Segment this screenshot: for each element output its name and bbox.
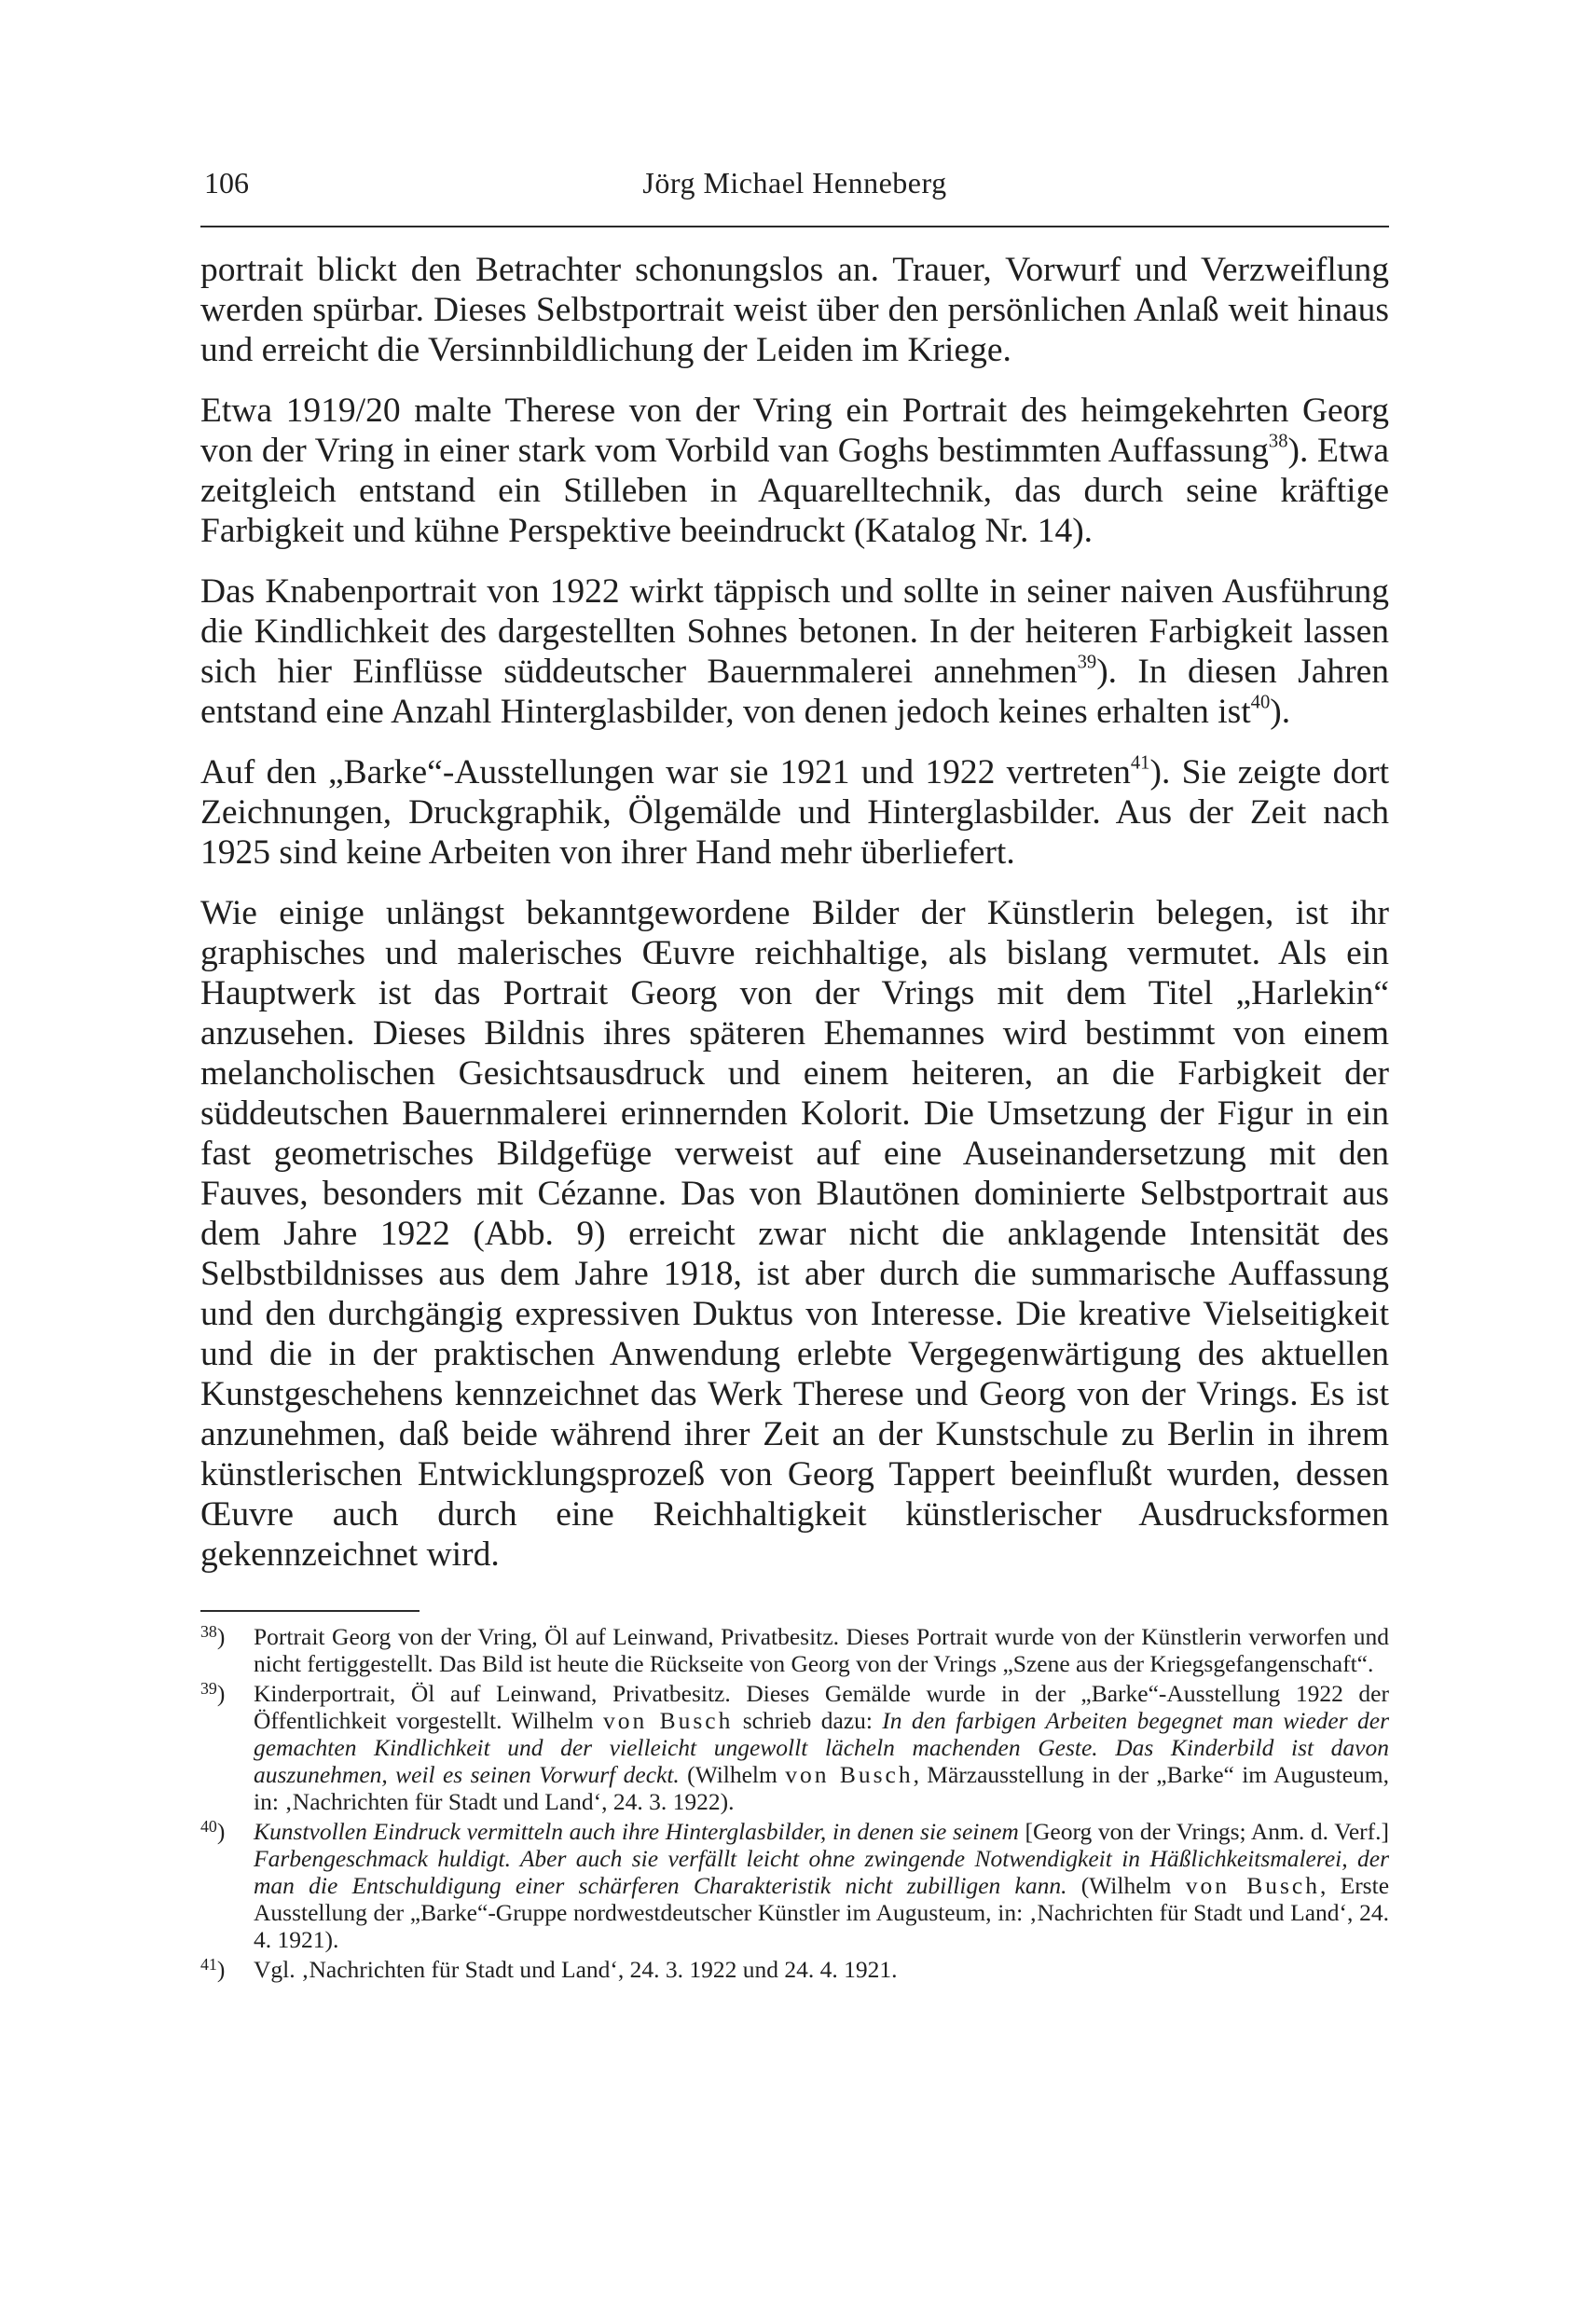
- footnote-number-text: 38: [200, 1621, 217, 1641]
- paragraph-text: ). Etwa zeitgleich entstand ein Stilleben in Aquarelltechnik, das durch seine kräftige Farbigkeit und kühne Perspektive beeindruckt (Katalog Nr. 14).: [200, 432, 1389, 550]
- paragraph-text: ). Sie zeigte dort Zeichnungen, Druckgraphik, Ölgemälde und Hinterglasbilder. Aus der Zeit nach 1925 sind keine Arbeiten von ihrer Hand mehr überliefert.: [200, 753, 1389, 872]
- paragraph: [200, 391, 1389, 551]
- footnote-text: [Georg von der Vrings; Anm. d. Verf.]: [1018, 1818, 1389, 1845]
- footnote: [200, 1818, 1389, 1953]
- footnote-number-text: 40: [200, 1816, 217, 1836]
- running-title: Jörg Michael Henneberg: [642, 166, 947, 200]
- footnote-rule: [200, 1610, 420, 1612]
- quotation: Kunstvollen Eindruck vermitteln auch ihre Hinterglasbilder, in denen sie seinem: [254, 1818, 1019, 1845]
- footnote-ref: 39: [1077, 652, 1097, 673]
- paragraph-text: Auf den „Barke“-Ausstellungen war sie 1921 und 1922 vertreten: [200, 753, 1131, 791]
- footnote-text: (Wilhelm: [679, 1761, 786, 1788]
- footnote: [200, 1680, 1389, 1815]
- footnote: [200, 1956, 1389, 1983]
- author-name: von Busch: [602, 1707, 734, 1734]
- author-name: von Busch: [785, 1761, 914, 1788]
- paragraph: [200, 893, 1389, 1575]
- paragraph-text: Wie einige unlängst bekanntgewordene Bilder der Künstlerin belegen, ist ihr graphisches und malerisches Œuvre reichhaltige, als bislang vermutet. Als ein Hauptwerk ist das Portrait Georg von der Vrings mit dem Titel „Harlekin“ anzusehen. Dieses Bildnis ihres späteren Ehemannes wird bestimmt von einem melancholischen Gesichtsausdruck und einem heiteren, an die Farbigkeit der süddeutschen Bauernmalerei erinnernden Kolorit. Die Umsetzung der Figur in ein fast geometrisches Bildgefüge verweist auf eine Auseinandersetzung mit den Fauves, besonders mit Cézanne. Das von Blautönen dominierte Selbstportrait aus dem Jahre 1922 (Abb. 9) erreicht zwar nicht die anklagende Intensität des Selbstbildnisses aus dem Jahre 1918, ist aber durch die summarische Auffassung und den durchgängig expressiven Duktus von Interesse. Die kreative Vielseitigkeit und die in der praktischen Anwendung erlebte Vergegenwärtigung des aktuellen Kunstgeschehens kennzeichnet das Werk Therese und Georg von der Vrings. Es ist anzunehmen, daß beide während ihrer Zeit an der Kunstschule zu Berlin in ihrem künstlerischen Entwicklungsprozeß von Georg Tappert beeinflußt wurden, dessen Œuvre auch durch eine Reichhaltigkeit künstlerischer Ausdrucksformen gekennzeichnet wird.: [200, 894, 1389, 1574]
- footnote-text: , Märzausstellung in der „Barke“ im Augusteum, in: ‚Nachrichten für Stadt und Land‘, 24. 3. 1922).: [254, 1761, 1390, 1815]
- footnote-text: (Wilhelm: [1066, 1872, 1186, 1899]
- footnote-number: $^{41}$): [200, 1954, 226, 1983]
- paragraph-text: ).: [1270, 693, 1291, 731]
- quotation: In den farbigen Arbeiten begegnet man wieder der gemachten Kindlichkeit und der vielleicht ungewollt lächeln machenden Geste. Das Kinderbild ist davon auszunehmen, weil es seinen Vorwurf deckt.: [254, 1707, 1390, 1788]
- footnote-text: Vgl. ‚Nachrichten für Stadt und Land‘, 24. 3. 1922 und 24. 4. 1921.: [254, 1956, 898, 1983]
- footnote-ref: 41: [1130, 752, 1150, 774]
- paragraph-text: Das Knabenportrait von 1922 wirkt täppisch und sollte in seiner naiven Ausführung die Kindlichkeit des dargestellten Sohnes betonen. In der heiteren Farbigkeit lassen sich hier Einflüsse süddeutscher Bauernmalerei annehmen: [200, 572, 1389, 691]
- paragraph: [200, 752, 1389, 873]
- footnotes: [200, 1623, 1389, 1983]
- footnote-number: $^{40}$): [200, 1816, 226, 1845]
- footnote-text: schrieb dazu:: [733, 1707, 883, 1734]
- page-number: 106: [204, 166, 249, 200]
- quotation: Farbengeschmack huldigt. Aber auch sie verfällt leicht ohne zwingende Notwendigkeit in Häßlichkeitsmalerei, der man die Entschuldigung einer schärferen Charakteristik nicht zubilligen kann.: [254, 1845, 1389, 1899]
- body-text: [200, 250, 1389, 1575]
- footnote-number: $^{38}$): [200, 1621, 226, 1650]
- paragraph: [200, 571, 1389, 732]
- footnote: [200, 1623, 1389, 1677]
- footnote-text: Kinderportrait, Öl auf Leinwand, Privatbesitz. Dieses Gemälde wurde in der „Barke“-Ausstellung 1922 der Öffentlichkeit vorgestellt. Wilhelm: [254, 1680, 1389, 1734]
- footnote-number-text: 41: [200, 1954, 217, 1974]
- paragraph-text: Etwa 1919/20 malte Therese von der Vring ein Portrait des heimgekehrten Georg von der Vring in einer stark vom Vorbild van Goghs bestimmten Auffassung: [200, 392, 1389, 470]
- paragraph-text: portrait blickt den Betrachter schonungslos an. Trauer, Vorwurf und Verzweiflung werden spürbar. Dieses Selbstportrait weist über den persönlichen Anlaß weit hinaus und erreicht die Versinnbildlichung der Leiden im Kriege.: [200, 251, 1389, 369]
- header-rule: [200, 226, 1389, 227]
- footnote-ref: 40: [1250, 692, 1271, 713]
- footnote-ref: 38: [1268, 431, 1288, 452]
- book-page: [200, 166, 1389, 1986]
- footnote-number-text: 39: [200, 1678, 217, 1698]
- footnote-text: , Erste Ausstellung der „Barke“-Gruppe nordwestdeutscher Künstler im Augusteum, in: ‚Nachrichten für Stadt und Land‘, 24. 4. 1921).: [254, 1872, 1390, 1953]
- paragraph: [200, 250, 1389, 370]
- paragraph-text: ). In diesen Jahren entstand eine Anzahl Hinterglasbilder, von denen jedoch keines erhalten ist: [200, 653, 1389, 731]
- author-name: von Busch: [1185, 1872, 1320, 1899]
- footnote-text: Portrait Georg von der Vring, Öl auf Leinwand, Privatbesitz. Dieses Portrait wurde von der Künstlerin verworfen und nicht fertiggestellt. Das Bild ist heute die Rückseite von Georg von der Vrings „Szene aus der Kriegsgefangenschaft“.: [254, 1623, 1389, 1677]
- running-head: [200, 166, 1389, 209]
- footnote-number: $^{39}$): [200, 1678, 226, 1707]
